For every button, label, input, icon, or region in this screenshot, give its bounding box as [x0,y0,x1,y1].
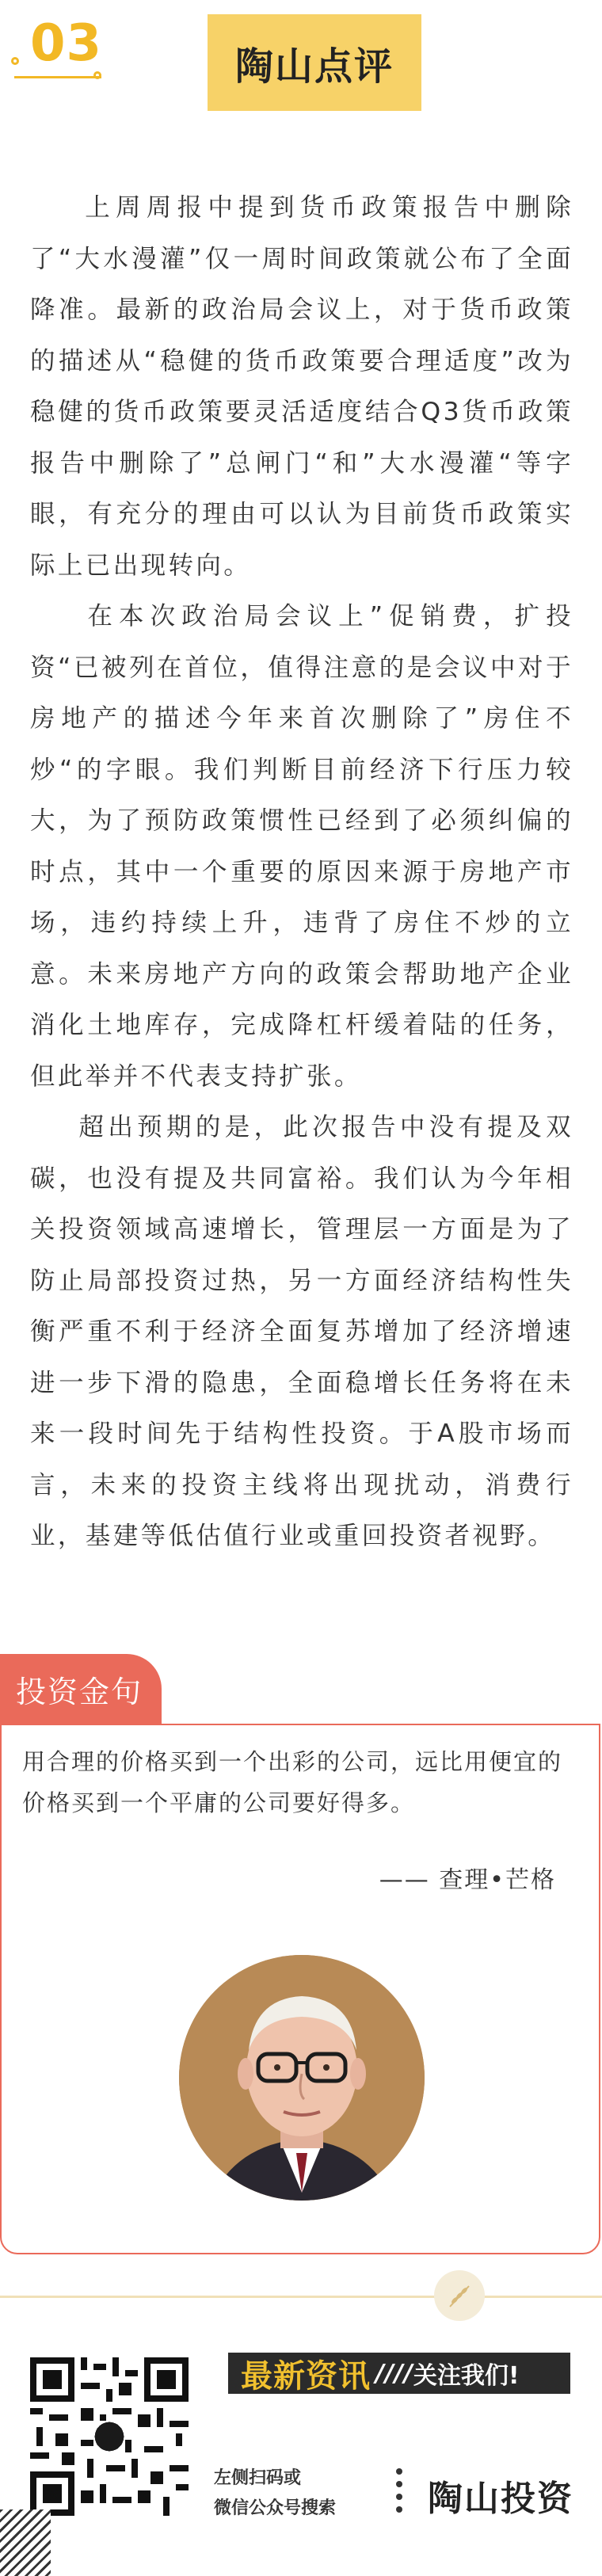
quote-tab-label: 投资金句 [16,1674,143,1709]
article-paragraph: 超出预期的是，此次报告中没有提及双碳，也没有提及共同富裕。我们认为今年相关投资领域高速增长，管理层一方面是为了防止局部投资过热，另一方面经济结构性失衡严重不利于经济全面复苏增加了经济增速进一步下滑的隐患，全面稳增长任务将在未来一段时间先于结构性投资。于A股市场而言，未来的投资主线将出现扰动，消费行业，基建等低估值行业或重回投资者视野。 [30,1113,573,1550]
scan-hint-line1: 左侧扫码或 [214,2468,302,2488]
scan-hint [214,2464,336,2524]
quote-text: 用合理的价格买到一个出彩的公司，远比用便宜的价格买到一个平庸的公司要好得多。 [22,1748,563,1816]
section-divider [0,2296,602,2298]
section-title: 陶山点评 [234,44,394,89]
section-title-box [208,14,421,111]
section-header [0,0,602,119]
quote-tab [0,1654,162,1724]
news-banner [228,2353,570,2394]
article-body [30,182,573,1562]
brand-name: 陶山投资 [428,2479,573,2519]
decorative-line [14,76,101,78]
brand-dots-icon [396,2468,404,2519]
quote-card [0,1724,600,2254]
decorative-dot [93,71,101,79]
portrait-illustration [179,1955,425,2201]
qr-code [30,2357,189,2516]
news-follow: 关注我们! [413,2362,520,2390]
quote-author: —— 查理•芒格 [379,1866,556,1894]
wheat-ornament-icon [434,2270,485,2321]
decorative-dot [11,57,19,65]
article-paragraph: 在本次政治局会议上”促销费，扩投资“已被列在首位，值得注意的是会议中对于房地产的描述今年来首次删除了”房住不炒“的字眼。我们判断目前经济下行压力较大，为了预防政策惯性已经到了必须纠偏的时点，其中一个重要的原因来源于房地产市场，违约持续上升，违背了房住不炒的立意。未来房地产方向的政策会帮助地产企业消化土地库存，完成降杠杆缓着陆的任务，但此举并不代表支持扩张。 [30,602,573,1091]
news-highlight: 最新资讯 [241,2357,371,2395]
news-slashes: //// [375,2359,413,2387]
portrait-photo [179,1955,425,2201]
hatch-decoration [0,2509,51,2576]
scan-hint-line2: 微信公众号搜索 [214,2498,337,2518]
section-number: 03 [30,14,103,73]
article-paragraph: 上周周报中提到货币政策报告中删除了“大水漫灌”仅一周时间政策就公布了全面降准。最新的政治局会议上，对于货币政策的描述从“稳健的货币政策要合理适度”改为稳健的货币政策要灵活适度结合Q3货币政策报告中删除了”总闸门“和”大水漫灌“等字眼，有充分的理由可以认为目前货币政策实际上已出现转向。 [30,193,573,580]
